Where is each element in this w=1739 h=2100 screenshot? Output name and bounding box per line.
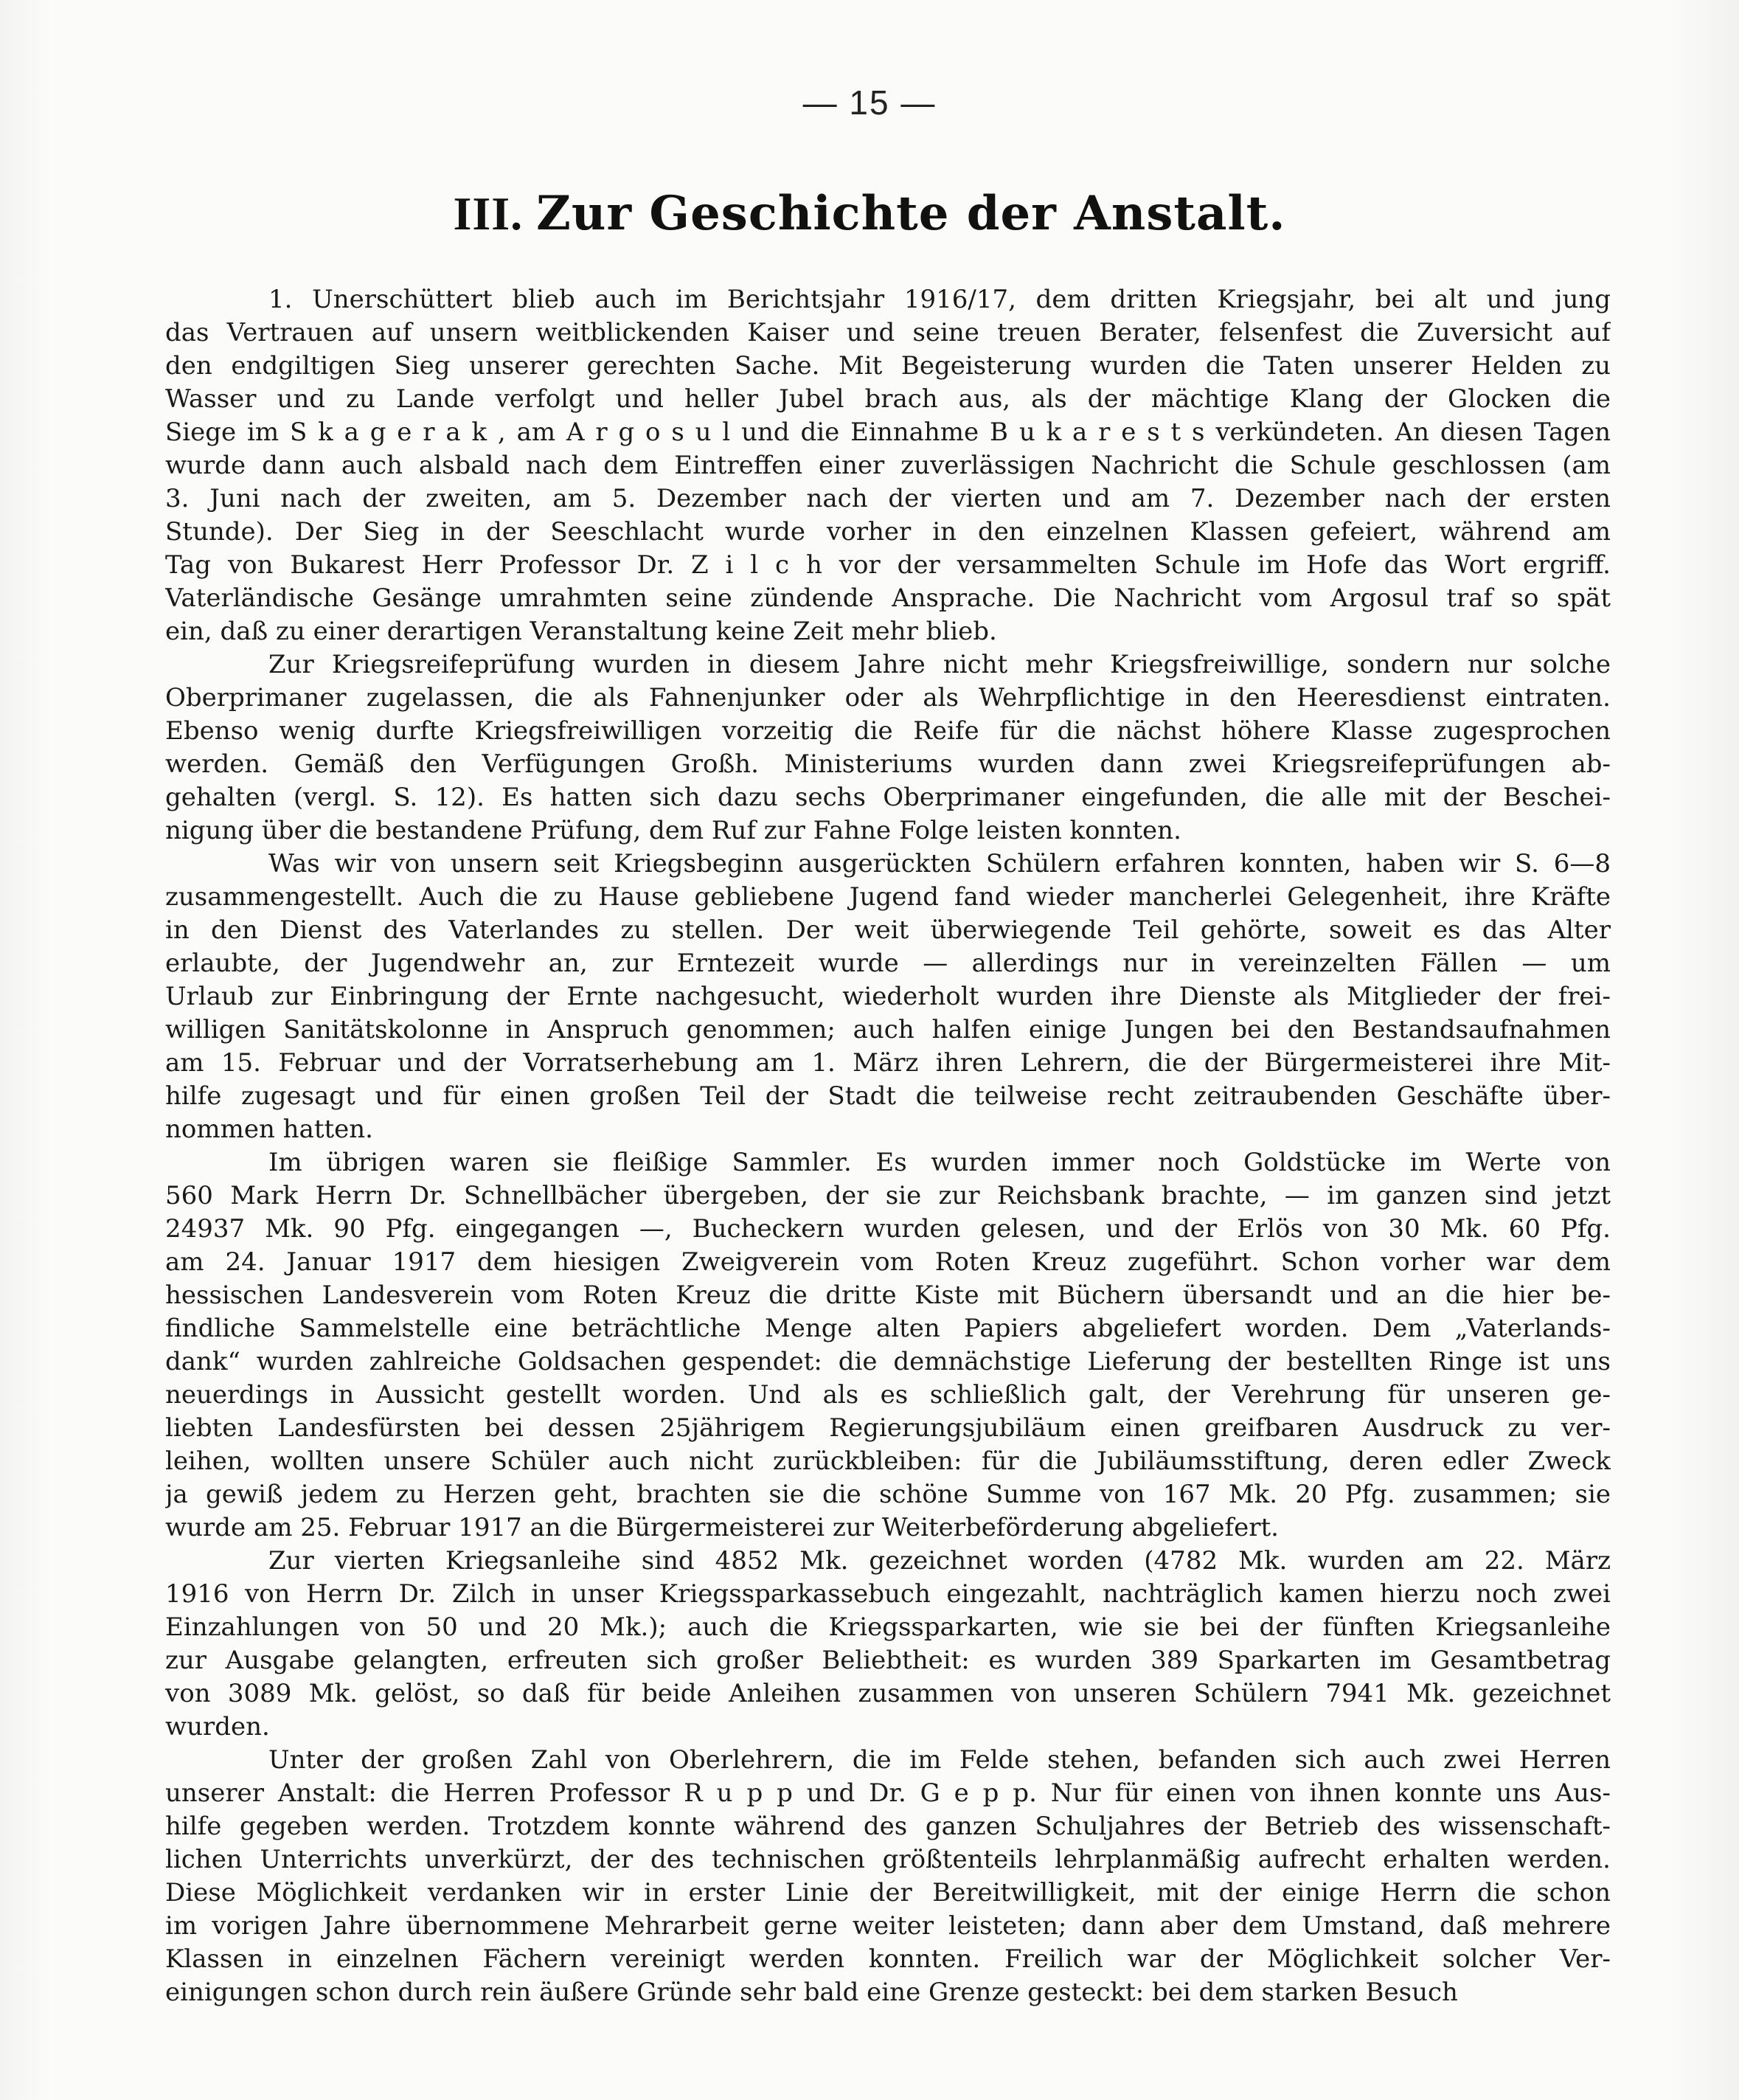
- text-line: erlaubte, der Jugendwehr an, zur Erntezeit wurde — allerdings nur in vereinzelten Fällen — um: [165, 949, 1611, 978]
- text-line: hilfe gegeben werden. Trotzdem konnte während des ganzen Schuljahres der Betrieb des wissenschaft-: [165, 1812, 1611, 1841]
- text-line: Zur Kriegsreifeprüfung wurden in diesem Jahre nicht mehr Kriegsfreiwillige, sondern nur solche: [268, 650, 1611, 679]
- text-line: das Vertrauen auf unsern weitblickenden Kaiser und seine treuen Berater, felsenfest die Zuversicht auf: [165, 318, 1611, 347]
- text-line: 1. Unerschüttert blieb auch im Berichtsjahr 1916/17, dem dritten Kriegsjahr, bei alt und jung: [268, 285, 1611, 314]
- text-line: hilfe zugesagt und für einen großen Teil der Stadt die teilweise recht zeitraubenden Geschäfte über-: [165, 1081, 1611, 1111]
- text-line: einigungen schon durch rein äußere Gründe sehr bald eine Grenze gesteckt: bei dem starken Besuch: [165, 1978, 1458, 2007]
- text-line: ein, daß zu einer derartigen Veranstaltung keine Zeit mehr blieb.: [165, 617, 997, 646]
- paragraph: [165, 1744, 1611, 2009]
- text-line: 1916 von Herrn Dr. Zilch in unser Kriegssparkassebuch eingezahlt, nachträglich kamen hierzu noch zwei: [165, 1579, 1611, 1609]
- text-line: Urlaub zur Einbringung der Ernte nachgesucht, wiederholt wurden ihre Dienste als Mitglieder der frei-: [165, 982, 1611, 1011]
- paragraph: [165, 1146, 1611, 1545]
- text-line: liebten Landesfürsten bei dessen 25jährigem Regierungsjubiläum einen greifbaren Ausdruck zu ver-: [165, 1413, 1611, 1443]
- text-line: 560 Mark Herrn Dr. Schnellbächer übergeben, der sie zur Reichsbank brachte, — im ganzen sind jetzt: [165, 1181, 1611, 1210]
- text-line: Was wir von unsern seit Kriegsbeginn ausgerückten Schülern erfahren konnten, haben wir S. 6—8: [268, 849, 1611, 879]
- text-line: dank“ wurden zahlreiche Goldsachen gespendet: die demnächstige Lieferung der bestellten Ringe ist uns: [165, 1347, 1611, 1376]
- paragraph: [165, 283, 1611, 648]
- text-line: Oberprimaner zugelassen, die als Fahnenjunker oder als Wehrpflichtige in den Heeresdienst eintraten.: [165, 683, 1611, 713]
- text-line: neuerdings in Aussicht gestellt worden. Und als es schließlich galt, der Verehrung für unseren ge-: [165, 1380, 1611, 1410]
- text-line: am 15. Februar und der Vorratserhebung am 1. März ihren Lehrern, die der Bürgermeisterei ihre Mit-: [165, 1048, 1611, 1078]
- text-line: wurde dann auch alsbald nach dem Eintreffen einer zuverlässigen Nachricht die Schule geschlossen (am: [165, 451, 1611, 480]
- text-line: werden. Gemäß den Verfügungen Großh. Ministeriums wurden dann zwei Kriegsreifeprüfungen ab-: [165, 749, 1611, 779]
- text-line: Siege im S k a g e r a k , am A r g o s u l und die Einnahme B u k a r e s t s verkündeten. An diesen Tagen: [165, 417, 1611, 447]
- text-line: hessischen Landesverein vom Roten Kreuz die dritte Kiste mit Büchern übersandt und an die hier be-: [165, 1281, 1611, 1310]
- text-line: Tag von Bukarest Herr Professor Dr. Z i l c h vor der versammelten Schule im Hofe das Wort ergriff.: [165, 550, 1611, 580]
- text-line: in den Dienst des Vaterlandes zu stellen. Der weit überwiegende Teil gehörte, soweit es das Alter: [165, 915, 1611, 945]
- text-line: wurde am 25. Februar 1917 an die Bürgermeisterei zur Weiterbeförderung abgeliefert.: [165, 1513, 1279, 1542]
- text-line: Zur vierten Kriegsanleihe sind 4852 Mk. gezeichnet worden (4782 Mk. wurden am 22. März: [268, 1546, 1611, 1576]
- text-line: wurden.: [165, 1712, 270, 1742]
- text-line: den endgiltigen Sieg unserer gerechten Sache. Mit Begeisterung wurden die Taten unserer Helden zu: [165, 351, 1611, 381]
- text-line: unserer Anstalt: die Herren Professor R u p p und Dr. G e p p. Nur für einen von ihnen konnte uns Aus-: [165, 1778, 1611, 1808]
- text-line: Unter der großen Zahl von Oberlehrern, die im Felde stehen, befanden sich auch zwei Herren: [268, 1745, 1611, 1775]
- text-line: Vaterländische Gesänge umrahmten seine zündende Ansprache. Die Nachricht vom Argosul traf so spät: [165, 583, 1611, 613]
- text-line: Ebenso wenig durfte Kriegsfreiwilligen vorzeitig die Reife für die nächst höhere Klasse zugesprochen: [165, 716, 1611, 746]
- text-line: Wasser und zu Lande verfolgt und heller Jubel brach aus, als der mächtige Klang der Glocken die: [165, 384, 1611, 414]
- section-heading: [0, 186, 1739, 241]
- text-line: 24937 Mk. 90 Pfg. eingegangen —, Bucheckern wurden gelesen, und der Erlös von 30 Mk. 60 Pfg.: [165, 1214, 1611, 1244]
- text-line: Klassen in einzelnen Fächern vereinigt werden konnten. Freilich war der Möglichkeit solcher Ver-: [165, 1944, 1611, 1974]
- text-line: zur Ausgabe gelangten, erfreuten sich großer Beliebtheit: es wurden 389 Sparkarten im Gesamtbetrag: [165, 1646, 1611, 1675]
- text-line: von 3089 Mk. gelöst, so daß für beide Anleihen zusammen von unseren Schülern 7941 Mk. gezeichnet: [165, 1679, 1611, 1708]
- text-line: findliche Sammelstelle eine beträchtliche Menge alten Papiers abgeliefert worden. Dem „Vaterlands-: [165, 1314, 1611, 1343]
- text-line: nommen hatten.: [165, 1115, 373, 1144]
- text-line: 3. Juni nach der zweiten, am 5. Dezember nach der vierten und am 7. Dezember nach der ersten: [165, 484, 1611, 513]
- text-line: gehalten (vergl. S. 12). Es hatten sich dazu sechs Oberprimaner eingefunden, die alle mit der Beschei-: [165, 783, 1611, 812]
- page-number: — 15 —: [802, 83, 937, 122]
- text-line: ja gewiß jedem zu Herzen geht, brachten sie die schöne Summe von 167 Mk. 20 Pfg. zusammen; sie: [165, 1480, 1611, 1509]
- text-line: Stunde). Der Sieg in der Seeschlacht wurde vorher in den einzelnen Klassen gefeiert, während am: [165, 517, 1611, 547]
- text-line: leihen, wollten unsere Schüler auch nicht zurückbleiben: für die Jubiläumsstiftung, deren edler Zweck: [165, 1446, 1611, 1476]
- text-line: willigen Sanitätskolonne in Anspruch genommen; auch halfen einige Jungen bei den Bestandsaufnahmen: [165, 1015, 1611, 1044]
- text-line: am 24. Januar 1917 dem hiesigen Zweigverein vom Roten Kreuz zugeführt. Schon vorher war dem: [165, 1247, 1611, 1277]
- text-line: Einzahlungen von 50 und 20 Mk.); auch die Kriegssparkarten, wie sie bei der fünften Kriegsanleihe: [165, 1612, 1611, 1642]
- section-title: Zur Geschichte der Anstalt.: [536, 186, 1286, 241]
- paragraph: [165, 1545, 1611, 1744]
- text-line: zusammengestellt. Auch die zu Hause gebliebene Jugend fand wieder mancherlei Gelegenheit, ihre Kräfte: [165, 882, 1611, 912]
- body-text: [165, 283, 1611, 2009]
- paragraph: [165, 848, 1611, 1146]
- text-line: Im übrigen waren sie fleißige Sammler. Es wurden immer noch Goldstücke im Werte von: [268, 1148, 1611, 1177]
- text-line: nigung über die bestandene Prüfung, dem Ruf zur Fahne Folge leisten konnten.: [165, 816, 1181, 845]
- section-numeral: III.: [453, 187, 524, 240]
- text-line: Diese Möglichkeit verdanken wir in erster Linie der Bereitwilligkeit, mit der einige Herrn die schon: [165, 1878, 1611, 1907]
- text-line: lichen Unterrichts unverkürzt, der des technischen größtenteils lehrplanmäßig aufrecht erhalten werden.: [165, 1845, 1611, 1874]
- text-line: im vorigen Jahre übernommene Mehrarbeit gerne weiter leisteten; dann aber dem Umstand, daß mehrere: [165, 1911, 1611, 1941]
- paragraph: [165, 648, 1611, 848]
